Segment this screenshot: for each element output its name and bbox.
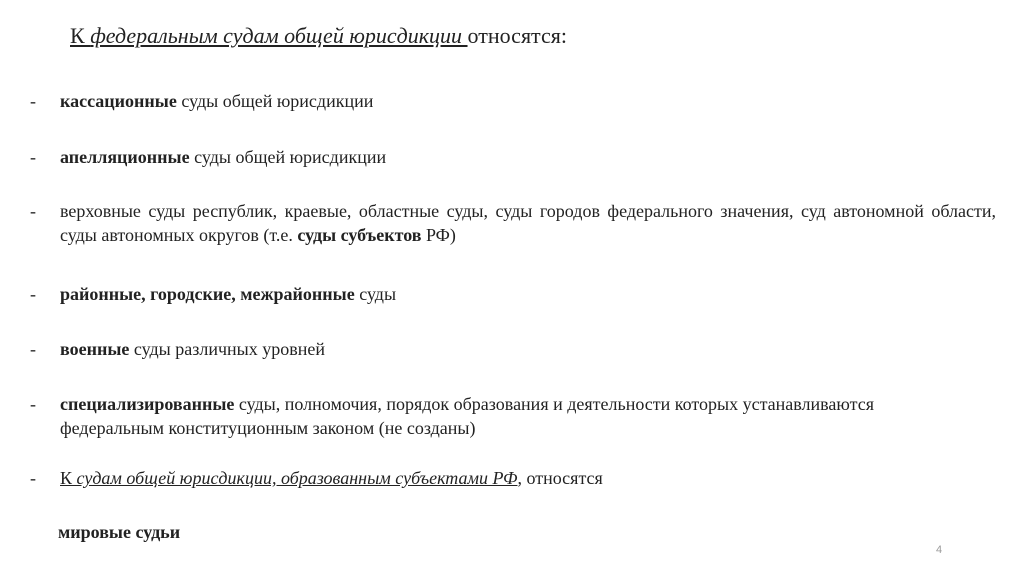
item-text: суды, полномочия, порядок образования и деятельности которых устанавливаются федеральным конституционным законом (не созданы)	[60, 394, 874, 438]
item-text: суды	[354, 284, 397, 304]
list-item-subject-courts	[30, 466, 996, 490]
dash-marker: -	[30, 91, 36, 111]
item-bold: специализированные	[60, 394, 235, 414]
title-prefix: К	[70, 23, 91, 48]
list-item-appeal	[30, 145, 996, 169]
dash-marker: -	[30, 284, 36, 304]
item-bold: кассационные	[60, 91, 177, 111]
item-bold: апелляционные	[60, 147, 190, 167]
list-item-specialized	[30, 392, 890, 440]
dash-marker: -	[30, 394, 36, 414]
dash-marker: -	[30, 147, 36, 167]
page-number: 4	[936, 544, 943, 556]
title-rest: относятся:	[467, 23, 567, 48]
item-bold: суды субъектов	[297, 225, 422, 245]
item-bold: районные, городские, межрайонные	[60, 284, 355, 304]
title-emphasis: федеральным судам общей юрисдикции	[90, 23, 468, 48]
list-item-military	[30, 337, 996, 361]
list-item-cassation	[30, 89, 996, 113]
item-text: суды различных уровней	[129, 339, 325, 359]
item-text: , относятся	[517, 468, 603, 488]
item-text-after: РФ)	[421, 225, 456, 245]
dash-marker: -	[30, 201, 36, 221]
dash-marker: -	[30, 468, 36, 488]
item-italic-underlined: судам общей юрисдикции, образованным субъектами РФ	[76, 468, 518, 488]
item-underlined-prefix: К	[60, 468, 77, 488]
item-text: суды общей юрисдикции	[189, 147, 387, 167]
sub-item-justices-of-peace: мировые судьи	[58, 522, 181, 542]
item-bold: военные	[60, 339, 130, 359]
list-item-supreme-regional	[30, 199, 996, 247]
slide-title	[70, 22, 567, 50]
list-item-district	[30, 282, 996, 306]
item-text: суды общей юрисдикции	[176, 91, 374, 111]
item-text-before: верховные суды республик, краевые, областные суды, суды городов федерального значения, суд автономной области, суды автономных округов (т.е.	[60, 201, 996, 245]
dash-marker: -	[30, 339, 36, 359]
